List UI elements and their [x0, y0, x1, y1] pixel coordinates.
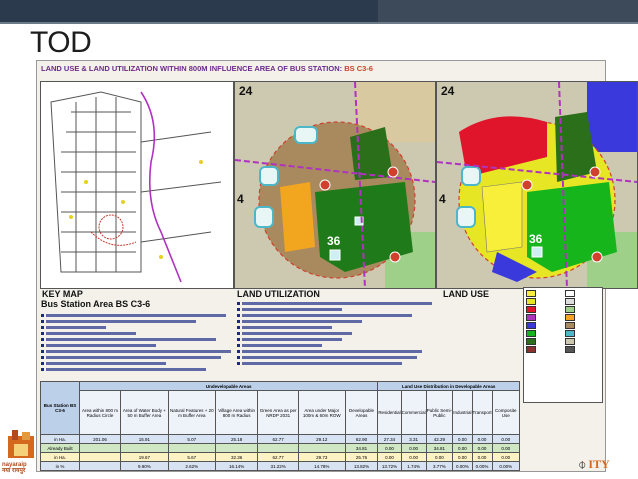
- table-cell: [298, 444, 345, 453]
- table-cell: 1.74%: [401, 462, 426, 471]
- sector-label-4: 4: [237, 192, 244, 206]
- legend-item: [526, 330, 562, 337]
- table-cell: 0.00: [472, 444, 492, 453]
- row-label: in Ha.: [41, 435, 80, 444]
- table-row: [41, 462, 520, 471]
- table-cell: [80, 453, 121, 462]
- table-cell: 16.14%: [215, 462, 258, 471]
- legend-item: [565, 314, 601, 321]
- land-utilization-label: LAND UTILIZATION: [237, 289, 320, 299]
- legend-item: [565, 306, 601, 313]
- table-cell: 13.72%: [378, 462, 401, 471]
- slide-title: TOD: [30, 26, 92, 59]
- legend-item: [565, 322, 601, 329]
- table-cell: 25.18: [215, 435, 258, 444]
- table-cell: 0.00: [472, 453, 492, 462]
- table-cell: 9.90%: [121, 462, 169, 471]
- table-header: Area within 800 m Radius Circle: [80, 391, 121, 435]
- logo-text-line1: nayaraip: [2, 462, 27, 468]
- table-cell: 42.29: [426, 435, 453, 444]
- table-group-distribution: Land Use Distribution in Developable Areas: [378, 382, 520, 391]
- table-cell: 25.76: [345, 453, 378, 462]
- land-use-drawing: [437, 82, 637, 288]
- table-cell: 31.22%: [258, 462, 299, 471]
- table-cell: [121, 444, 169, 453]
- table-header: Area of Water Body + 50 m Buffer Area: [121, 391, 169, 435]
- table-cell: 34.81: [426, 444, 453, 453]
- table-cell: 0.00: [492, 435, 519, 444]
- table-header: Commercial: [401, 391, 426, 435]
- table-row: [41, 453, 520, 462]
- row-label: in Ha.: [41, 453, 80, 462]
- bullet: [41, 367, 231, 373]
- key-map-label: KEY MAP: [42, 289, 83, 299]
- table-cell: 62.77: [258, 453, 299, 462]
- table-header: Transport: [472, 391, 492, 435]
- table-cell: 19.67: [121, 453, 169, 462]
- sector-label-24: 24: [239, 84, 253, 98]
- table-cell: [168, 444, 215, 453]
- table-header: Composite Use: [492, 391, 519, 435]
- table-cell: 13.82%: [345, 462, 378, 471]
- sheet-title-station: BS C3-6: [344, 64, 373, 73]
- table-cell: 62.90: [345, 435, 378, 444]
- legend-item: [565, 338, 601, 345]
- table-cell: [80, 444, 121, 453]
- legend-grid: [524, 288, 602, 355]
- key-section-title: Bus Station Area BS C3-6: [41, 299, 151, 309]
- legend-item: [526, 338, 562, 345]
- table-cell: 0.00: [453, 453, 472, 462]
- header-bar: [0, 0, 638, 22]
- table-cell: 0.00: [472, 435, 492, 444]
- table-cell: 0.00%: [492, 462, 519, 471]
- table-cell: 62.77: [258, 435, 299, 444]
- table-cell: 5.07: [168, 435, 215, 444]
- table-row: [41, 444, 520, 453]
- table-header: Area under Major 100m & 60m ROW: [298, 391, 345, 435]
- land-utilization-drawing: [235, 82, 435, 288]
- land-use-table: [40, 381, 520, 471]
- table-header: Industrial: [453, 391, 472, 435]
- logo-text-line2: नया रायपुर: [2, 468, 26, 474]
- table-cell: 32.36: [215, 453, 258, 462]
- table-header: Natural Features + 20 m Buffer Area: [168, 391, 215, 435]
- table-cell: 3.31: [401, 435, 426, 444]
- table-cell: 15.91: [121, 435, 169, 444]
- table-cell: 29.73: [298, 453, 345, 462]
- sector-label-36: 36: [529, 232, 543, 246]
- table-header: Developable Areas: [345, 391, 378, 435]
- header-bar-accent: [378, 0, 638, 22]
- legend-item: [526, 322, 562, 329]
- land-use-label: LAND USE: [443, 289, 490, 299]
- table-header: Public Semi-Public: [426, 391, 453, 435]
- table-cell: 5.67: [168, 453, 215, 462]
- header-divider: [0, 22, 638, 24]
- table-group-undevelopable: Undevelopable Areas: [80, 382, 378, 391]
- sector-label-36: 36: [327, 234, 341, 248]
- table-cell: 0.00: [453, 435, 472, 444]
- table-cell: 0.00: [401, 444, 426, 453]
- legend-item: [526, 314, 562, 321]
- legend-item: [526, 298, 562, 305]
- table-cell: 27.34: [378, 435, 401, 444]
- table-cell: 34.81: [345, 444, 378, 453]
- row-label: in %: [41, 462, 80, 471]
- legend-item: [526, 290, 562, 297]
- table-cell: 0.00: [492, 444, 519, 453]
- table-cell: 0.00: [378, 444, 401, 453]
- utilization-bullets: [237, 301, 437, 367]
- legend-item: [526, 346, 562, 353]
- legend-item: [565, 298, 601, 305]
- legend-item: [565, 346, 601, 353]
- city-logo: [578, 456, 610, 473]
- table-row: [41, 435, 520, 444]
- bullet: [237, 361, 437, 367]
- legend-item: [565, 330, 601, 337]
- emblem-icon: ⌽: [578, 456, 587, 472]
- sector-label-4: 4: [439, 192, 446, 206]
- land-utilization-map: [234, 81, 436, 289]
- table-header: Residential: [378, 391, 401, 435]
- sheet-title: [41, 64, 373, 73]
- table-cell: 0.00: [401, 453, 426, 462]
- table-cell: 0.00%: [472, 462, 492, 471]
- legend-item: [526, 306, 562, 313]
- table-cell: 0.00: [378, 453, 401, 462]
- land-use-map: [436, 81, 638, 289]
- table-station-header: Bus Station BS C3-6: [41, 382, 80, 435]
- table-header: Village Area within 800 m Radius: [215, 391, 258, 435]
- table-cell: 0.00: [426, 453, 453, 462]
- table-cell: [80, 462, 121, 471]
- table-cell: 0.00: [453, 444, 472, 453]
- key-map: [40, 81, 234, 289]
- table-cell: 3.77%: [426, 462, 453, 471]
- table-cell: 29.12: [298, 435, 345, 444]
- table-cell: 201.06: [80, 435, 121, 444]
- row-label: Already Built: [41, 444, 80, 453]
- key-map-drawing: [41, 82, 233, 288]
- sector-label-24: 24: [441, 84, 455, 98]
- naya-raipur-logo-text: [2, 462, 27, 474]
- map-legend: [523, 287, 603, 403]
- legend-item: [565, 290, 601, 297]
- table-cell: 14.78%: [298, 462, 345, 471]
- logo-emblem-icon: [6, 428, 36, 460]
- table-cell: [258, 444, 299, 453]
- key-bullets: [41, 313, 231, 373]
- plan-sheet: [36, 60, 606, 472]
- table-cell: [215, 444, 258, 453]
- sheet-title-text: LAND USE & LAND UTILIZATION WITHIN 800M INFLUENCE AREA OF BUS STATION:: [41, 64, 343, 73]
- table-cell: 2.62%: [168, 462, 215, 471]
- city-logo-text: ITY: [588, 457, 610, 471]
- table-cell: 0.00: [492, 453, 519, 462]
- table-cell: 0.00%: [453, 462, 472, 471]
- table-header: Green Area as per NRDP 2031: [258, 391, 299, 435]
